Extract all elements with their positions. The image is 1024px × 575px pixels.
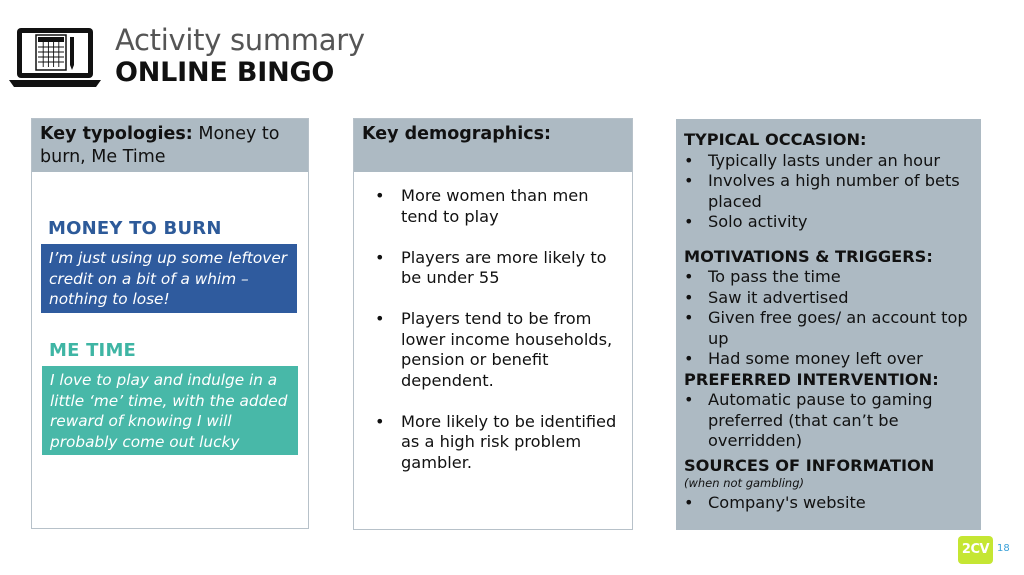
list-item: • Typically lasts under an hour <box>684 151 976 172</box>
occasion-heading: TYPICAL OCCASION: <box>684 130 867 149</box>
list-item: • Given free goes/ an account top up <box>684 308 976 349</box>
intervention-list <box>684 390 976 452</box>
list-item: • Players tend to be from lower income households, pension or benefit dependent. <box>372 309 622 391</box>
page-subtitle: ONLINE BINGO <box>115 57 335 88</box>
list-item: • Solo activity <box>684 212 976 233</box>
motivations-heading: MOTIVATIONS & TRIGGERS: <box>684 246 933 266</box>
me-time-title: ME TIME <box>49 340 137 361</box>
list-item: • More likely to be identified as a high risk problem gambler. <box>372 412 622 474</box>
typologies-heading-values: Money to burn, Me Time <box>40 124 280 167</box>
page-number: 18 <box>997 543 1010 554</box>
occasion-list <box>684 151 976 233</box>
list-item: • To pass the time <box>684 267 976 288</box>
motivations-list <box>684 267 976 370</box>
list-item: • More women than men tend to play <box>372 186 622 227</box>
list-item: • Company's website <box>684 493 976 514</box>
sources-note: (when not gambling) <box>684 476 805 490</box>
demographics-list <box>372 186 622 494</box>
intervention-heading: PREFERRED INTERVENTION: <box>684 369 939 389</box>
list-item: • Had some money left over <box>684 349 976 370</box>
typologies-header <box>32 119 308 172</box>
me-time-quote: I love to play and indulge in a little ‘me’ time, with the added reward of knowing I will probably come out lucky <box>42 366 298 455</box>
laptop-bingo-card-icon <box>8 26 102 90</box>
money-to-burn-quote: I’m just using up some leftover credit on a bit of a whim – nothing to lose! <box>41 244 297 313</box>
details-content <box>684 130 976 514</box>
sources-heading: SOURCES OF INFORMATION <box>684 455 935 475</box>
list-item: • Saw it advertised <box>684 288 976 309</box>
page-title: Activity summary <box>115 23 365 57</box>
list-item: • Involves a high number of bets placed <box>684 171 976 212</box>
brand-logo-text: 2CV <box>961 542 990 557</box>
money-to-burn-title: MONEY TO BURN <box>48 218 222 239</box>
sources-list <box>684 493 976 514</box>
list-item: • Players are more likely to be under 55 <box>372 248 622 289</box>
typologies-heading-label: Key typologies: <box>40 124 193 144</box>
demographics-header: Key demographics: <box>354 119 632 172</box>
list-item: • Automatic pause to gaming preferred (that can’t be overridden) <box>684 390 976 452</box>
typologies-panel <box>31 118 309 529</box>
